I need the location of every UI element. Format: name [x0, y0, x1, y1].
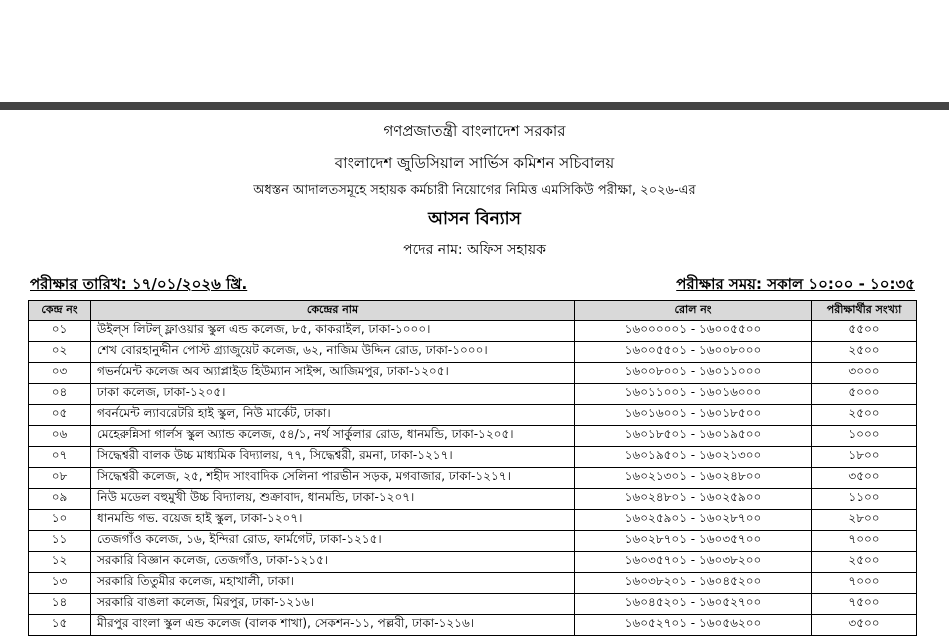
center-name-cell: সরকারি বাঙলা কলেজ, মিরপুর, ঢাকা-১২১৬।	[91, 594, 575, 615]
center-no-cell: ০৫	[29, 405, 91, 426]
table-row	[29, 363, 917, 384]
table-row	[29, 489, 917, 510]
table-row	[29, 594, 917, 615]
roll-range-cell: ১৬০১১০০১ - ১৬০১৬০০০	[575, 384, 812, 405]
roll-range-cell: ১৬০২৫৯০১ - ১৬০২৮৭০০	[575, 510, 812, 531]
examinee-count-cell: ১৮০০	[812, 447, 917, 468]
examinee-count-cell: ৩৫০০	[812, 615, 917, 636]
government-title: গণপ্রজাতন্ত্রী বাংলাদেশ সরকার	[383, 122, 566, 140]
examinee-count-cell: ৭০০০	[812, 573, 917, 594]
center-name-cell: গবর্নমেন্ট ল্যাবরেটরি হাই স্কুল, নিউ মার্কেট, ঢাকা।	[91, 405, 575, 426]
center-name-cell: গভর্নমেন্ট কলেজ অব অ্যাপ্লাইড হিউম্যান সাইন্স, আজিমপুর, ঢাকা-১২০৫।	[91, 363, 575, 384]
center-no-cell: ১১	[29, 531, 91, 552]
center-no-cell: ১৫	[29, 615, 91, 636]
center-no-cell: ১০	[29, 510, 91, 531]
examinee-count-cell: ৭০০০	[812, 531, 917, 552]
table-row	[29, 426, 917, 447]
exam-date: পরীক্ষার তারিখ: ১৭/০১/২০২৬ খ্রি.	[30, 275, 248, 293]
exam-description: অধস্তন আদালতসমূহে সহায়ক কর্মচারী নিয়োগের নিমিত্ত এমসিকিউ পরীক্ষা, ২০২৬-এর	[253, 183, 696, 198]
center-no-cell: ০৯	[29, 489, 91, 510]
center-no-cell: ০৬	[29, 426, 91, 447]
center-name-cell: উইল্‌স লিটল্‌ ফ্লাওয়ার স্কুল এন্ড কলেজ, ৮৫, কাকরাইল, ঢাকা-১০০০।	[91, 321, 575, 342]
document-title: আসন বিন্যাস	[428, 209, 521, 229]
center-name-cell: তেজগাঁও কলেজ, ১৬, ইন্দিরা রোড, ফার্মগেট, ঢাকা-১২১৫।	[91, 531, 575, 552]
top-divider-bar	[0, 102, 949, 110]
secretariat-title: বাংলাদেশ জুডিসিয়াল সার্ভিস কমিশন সচিবালয়	[334, 154, 615, 172]
center-name-cell: সিদ্ধেশ্বরী বালক উচ্চ মাধ্যমিক বিদ্যালয়, ৭৭, সিদ্ধেশ্বরী, রমনা, ঢাকা-১২১৭।	[91, 447, 575, 468]
roll-range-cell: ১৬০৩৫৭০১ - ১৬০৩৮২০০	[575, 552, 812, 573]
examinee-count-cell: ৩৫০০	[812, 468, 917, 489]
examinee-count-cell: ২৮০০	[812, 510, 917, 531]
seat-plan-table	[28, 300, 917, 636]
examinee-count-cell: ১০০০	[812, 426, 917, 447]
table-row	[29, 552, 917, 573]
table-row	[29, 384, 917, 405]
exam-time: পরীক্ষার সময়: সকাল ১০:০০ - ১০:৩৫	[676, 275, 915, 293]
center-no-cell: ০৮	[29, 468, 91, 489]
examinee-count-cell: ২৫০০	[812, 552, 917, 573]
examinee-count-cell: ৫৫০০	[812, 321, 917, 342]
table-row	[29, 342, 917, 363]
center-name-cell: ধানমন্ডি গভ. বয়েজ হাই স্কুল, ঢাকা-১২০৭।	[91, 510, 575, 531]
table-row	[29, 510, 917, 531]
examinee-count-cell: ৩০০০	[812, 363, 917, 384]
roll-range-cell: ১৬০০০০০১ - ১৬০০৫৫০০	[575, 321, 812, 342]
table-row	[29, 573, 917, 594]
center-no-cell: ০৭	[29, 447, 91, 468]
center-name-cell: সরকারি তিতুমীর কলেজ, মহাখালী, ঢাকা।	[91, 573, 575, 594]
center-no-cell: ১২	[29, 552, 91, 573]
roll-range-cell: ১৬০৫২৭০১ - ১৬০৫৬২০০	[575, 615, 812, 636]
examinee-count-cell: ৫০০০	[812, 384, 917, 405]
center-name-cell: নিউ মডেল বহুমুখী উচ্চ বিদ্যালয়, শুক্রাবাদ, ধানমন্ডি, ঢাকা-১২০৭।	[91, 489, 575, 510]
center-name-cell: মীরপুর বাংলা স্কুল এন্ড কলেজ (বালক শাখা), সেকশন-১১, পল্লবী, ঢাকা-১২১৬।	[91, 615, 575, 636]
post-name: পদের নাম: অফিস সহায়ক	[403, 242, 546, 258]
table-header-row	[29, 301, 917, 321]
roll-range-cell: ১৬০১৮৫০১ - ১৬০১৯৫০০	[575, 426, 812, 447]
center-name-cell: সরকারি বিজ্ঞান কলেজ, তেজগাঁও, ঢাকা-১২১৫।	[91, 552, 575, 573]
col-header-center-name: কেন্দ্রের নাম	[91, 301, 575, 321]
center-name-cell: সিদ্ধেশ্বরী কলেজ, ২৫, শহীদ সাংবাদিক সেলিনা পারভীন সড়ক, মগবাজার, ঢাকা-১২১৭।	[91, 468, 575, 489]
roll-range-cell: ১৬০২৮৭০১ - ১৬০৩৫৭০০	[575, 531, 812, 552]
center-no-cell: ১৩	[29, 573, 91, 594]
examinee-count-cell: ১১০০	[812, 489, 917, 510]
col-header-examinee-count: পরীক্ষার্থীর সংখ্যা	[812, 301, 917, 321]
table-row	[29, 468, 917, 489]
roll-range-cell: ১৬০০৮০০১ - ১৬০১১০০০	[575, 363, 812, 384]
center-no-cell: ০২	[29, 342, 91, 363]
table-row	[29, 615, 917, 636]
center-no-cell: ০৩	[29, 363, 91, 384]
examinee-count-cell: ২৫০০	[812, 342, 917, 363]
center-no-cell: ০৪	[29, 384, 91, 405]
examinee-count-cell: ৭৫০০	[812, 594, 917, 615]
table-row	[29, 531, 917, 552]
roll-range-cell: ১৬০১৯৫০১ - ১৬০২১৩০০	[575, 447, 812, 468]
col-header-center-no: কেন্দ্র নং	[29, 301, 91, 321]
center-no-cell: ১৪	[29, 594, 91, 615]
table-row	[29, 447, 917, 468]
center-name-cell: শেখ বোরহানুদ্দীন পোস্ট গ্র্যাজুয়েট কলেজ, ৬২, নাজিম উদ্দিন রোড, ঢাকা-১০০০।	[91, 342, 575, 363]
examinee-count-cell: ২৫০০	[812, 405, 917, 426]
table-row	[29, 321, 917, 342]
roll-range-cell: ১৬০৪৫২০১ - ১৬০৫২৭০০	[575, 594, 812, 615]
table-row	[29, 405, 917, 426]
roll-range-cell: ১৬০২৪৮০১ - ১৬০২৫৯০০	[575, 489, 812, 510]
center-name-cell: মেহেরুন্নিসা গার্লস স্কুল অ্যান্ড কলেজ, ৫৪/১, নর্থ সার্কুলার রোড, ধানমন্ডি, ঢাকা-১২০৫।	[91, 426, 575, 447]
roll-range-cell: ১৬০৩৮২০১ - ১৬০৪৫২০০	[575, 573, 812, 594]
roll-range-cell: ১৬০১৬০০১ - ১৬০১৮৫০০	[575, 405, 812, 426]
center-no-cell: ০১	[29, 321, 91, 342]
roll-range-cell: ১৬০২১৩০১ - ১৬০২৪৮০০	[575, 468, 812, 489]
col-header-roll-no: রোল নং	[575, 301, 812, 321]
center-name-cell: ঢাকা কলেজ, ঢাকা-১২০৫।	[91, 384, 575, 405]
roll-range-cell: ১৬০০৫৫০১ - ১৬০০৮০০০	[575, 342, 812, 363]
